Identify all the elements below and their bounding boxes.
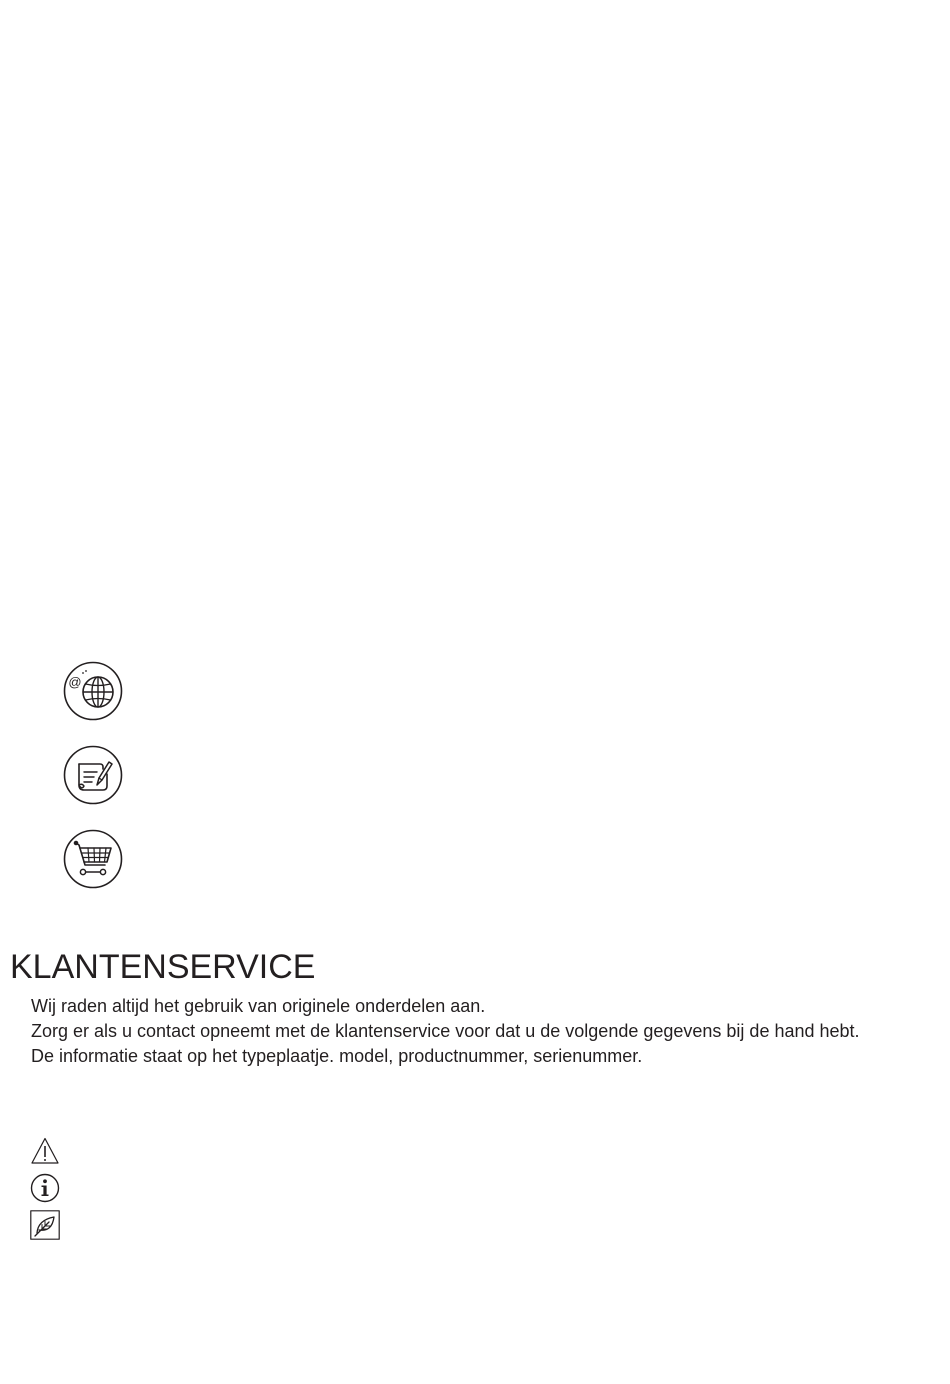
document-pen-icon (63, 745, 123, 805)
leaf-icon (30, 1210, 60, 1240)
paragraph-original-parts: Wij raden altijd het gebruik van originele onderdelen aan. (31, 996, 486, 1016)
shopping-cart-icon (63, 829, 123, 889)
paragraph-contact-info: Zorg er als u contact opneemt met de klantenservice voor dat u de volgende gegevens bij de hand hebt. (31, 1021, 860, 1041)
section-body (31, 994, 911, 1069)
info-icon (30, 1173, 60, 1203)
svg-text:@: @ (68, 674, 82, 690)
section-title: KLANTENSERVICE (10, 948, 316, 986)
paragraph-rating-plate: De informatie staat op het typeplaatje. model, productnummer, serienummer. (31, 1046, 643, 1066)
globe-at-icon (63, 661, 123, 721)
warning-icon (30, 1136, 60, 1166)
